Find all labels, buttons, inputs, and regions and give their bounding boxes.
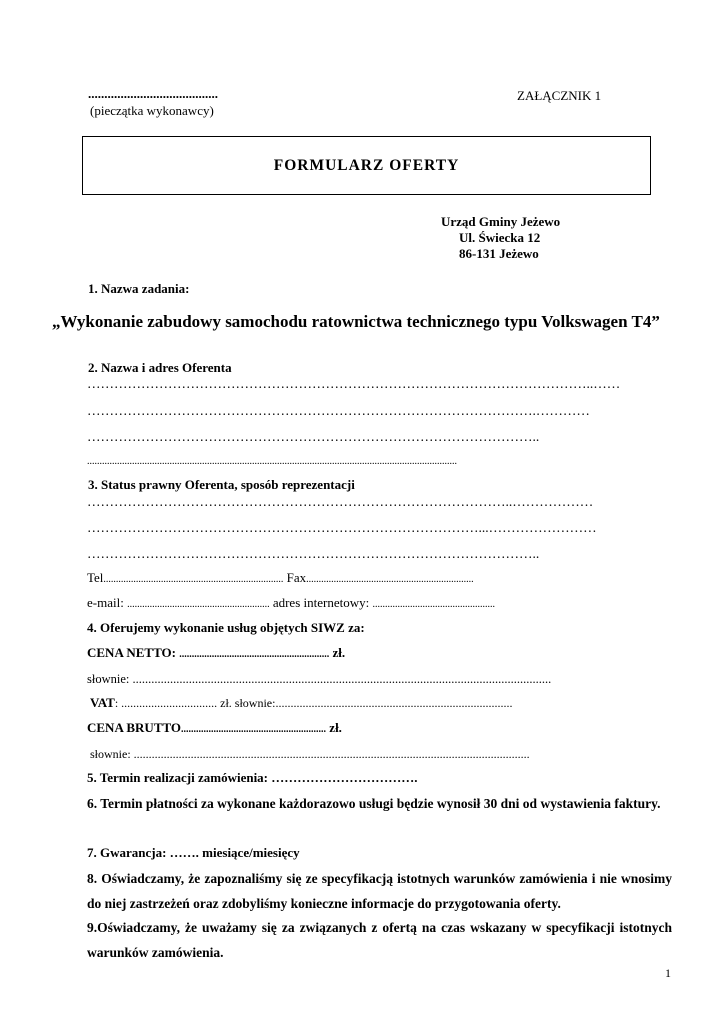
- section-6: 6. Termin płatności za wykonane każdorazowo usługi będzie wynosił 30 dni od wystawienia faktury.: [87, 796, 661, 811]
- stamp-label: (pieczątka wykonawcy): [90, 103, 214, 118]
- section-3-heading: 3. Status prawny Oferenta, sposób reprezentacji: [88, 477, 355, 492]
- section-9: 9.Oświadczamy, że uważamy się za związanych z ofertą na czas wskazany w specyfikacji istotnych warunków zamówienia.: [87, 920, 672, 960]
- section-7: 7. Gwarancja: ……. miesiące/miesięcy: [87, 845, 300, 860]
- brutto-unit: zł.: [326, 720, 342, 735]
- brutto-row: [87, 720, 342, 736]
- www-label: adres internetowy:: [272, 595, 370, 610]
- tel-label: Tel: [87, 570, 104, 585]
- recipient-line-3: 86-131 Jeżewo: [459, 246, 539, 261]
- tel-field: ........................................................................: [103, 574, 284, 585]
- section-5: 5. Termin realizacji zamówienia: …………………………….: [87, 770, 418, 785]
- stamp-dots: ........................................: [88, 86, 218, 101]
- oferent-line-3: ………………………………………………………………………………………..: [87, 429, 540, 444]
- fax-field: ...................................................................: [306, 574, 474, 585]
- title-box: [82, 136, 651, 195]
- page-number: 1: [665, 966, 671, 980]
- oferent-line-1: …………………………………………………………………………………………………..……: [87, 376, 621, 391]
- page-title: FORMULARZ OFERTY: [273, 157, 460, 174]
- fax-label: Fax: [286, 570, 307, 585]
- netto-words: słownie: ......................................................................................................................................: [87, 672, 552, 686]
- oferent-line-4: ....................................................................................................................................................: [87, 456, 457, 467]
- status-line-2: ……………………………………………………………………………...……………………: [87, 520, 597, 535]
- status-line-3: ………………………………………………………………………………………..: [87, 546, 540, 561]
- tel-row: [87, 570, 474, 586]
- section-2-heading: 2. Nazwa i adres Oferenta: [88, 360, 232, 375]
- vat-field: : ................................ zł. słownie:...............................................................................: [114, 696, 513, 710]
- netto-row: [87, 645, 345, 661]
- brutto-words: słownie: ....................................................................................................................................: [90, 747, 530, 761]
- recipient-line-2: Ul. Świecka 12: [459, 230, 541, 245]
- vat-label: VAT: [90, 695, 115, 710]
- brutto-field: ..........................................................: [181, 724, 327, 735]
- task-name: „Wykonanie zabudowy samochodu ratownictwa technicznego typu Volkswagen T4”: [52, 312, 660, 331]
- brutto-label: CENA BRUTTO: [87, 720, 182, 735]
- vat-row: [90, 695, 512, 711]
- section-8: 8. Oświadczamy, że zapoznaliśmy się ze specyfikacją istotnych warunków zamówienia i nie wnosimy do niej zastrzeżeń oraz zdobyliśmy konieczne informacje do przygotowania oferty.: [87, 871, 672, 911]
- netto-label: CENA NETTO:: [87, 645, 180, 660]
- netto-field: ............................................................: [179, 649, 330, 660]
- recipient-line-1: Urząd Gminy Jeżewo: [441, 214, 561, 229]
- email-label: e-mail:: [87, 595, 128, 610]
- section-1-heading: 1. Nazwa zadania:: [88, 281, 190, 296]
- email-field: .........................................................: [127, 599, 270, 610]
- oferent-line-2: ……………………………………………………………………………………….…………: [87, 403, 590, 418]
- www-field: .................................................: [372, 599, 495, 610]
- section-4-heading: 4. Oferujemy wykonanie usług objętych SIWZ za:: [87, 620, 365, 635]
- email-row: [87, 595, 495, 611]
- attachment-label: ZAŁĄCZNIK 1: [517, 88, 602, 103]
- status-line-1: …………………………………………………………………………………..………………: [87, 494, 594, 509]
- netto-unit: zł.: [329, 645, 346, 660]
